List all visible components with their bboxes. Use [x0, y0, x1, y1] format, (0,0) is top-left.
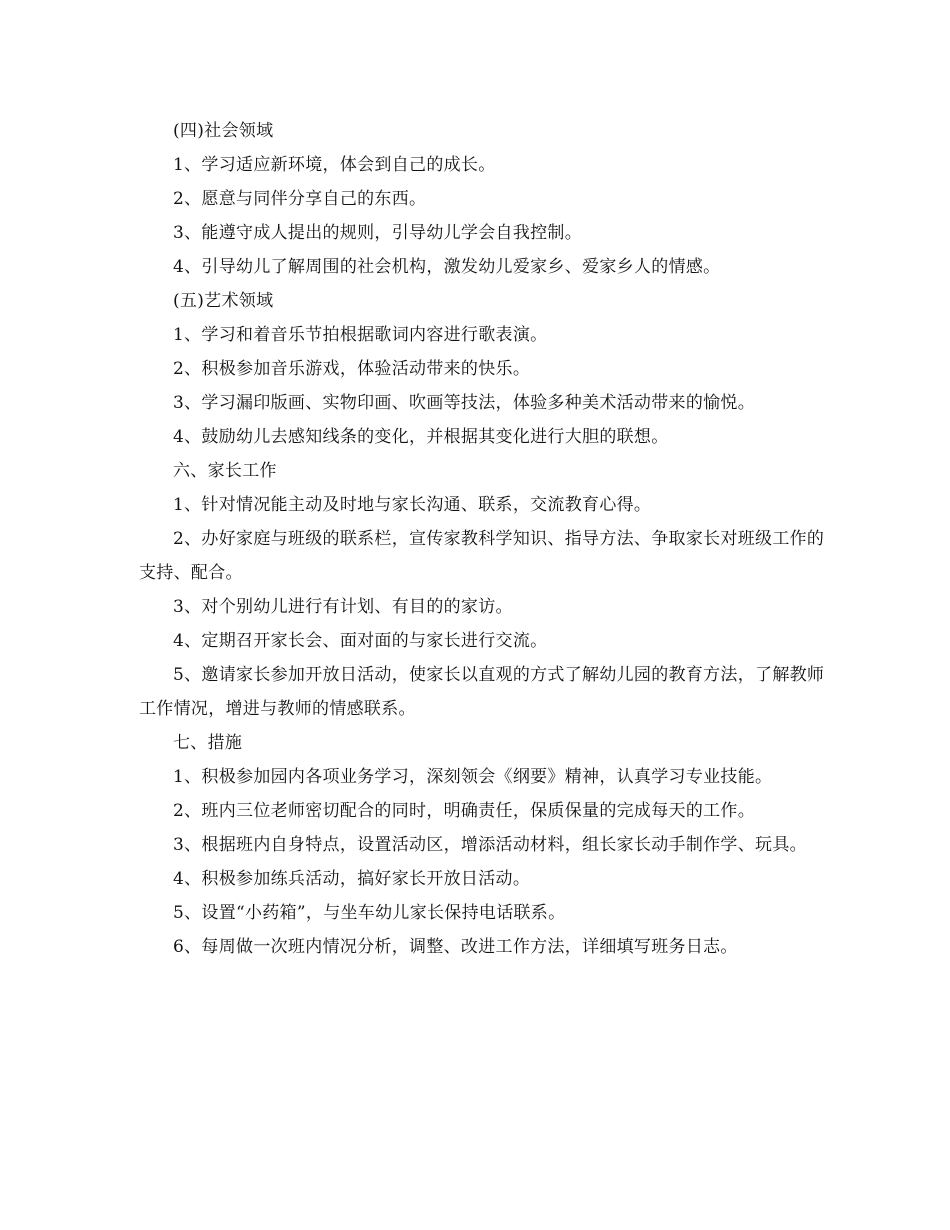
section-heading-art: (五)艺术领域	[173, 291, 274, 311]
list-item: 1、积极参加园内各项业务学习，深刻领会《纲要》精神，认真学习专业技能。	[173, 767, 773, 787]
list-item: 5、邀请家长参加开放日活动，使家长以直观的方式了解幼儿园的教育方法，了解教师工作情况，增进与教师的情感联系。	[139, 665, 825, 719]
list-item: 1、针对情况能主动及时地与家长沟通、联系，交流教育心得。	[173, 495, 652, 515]
section-heading-measures: 七、措施	[173, 733, 243, 753]
list-item: 2、班内三位老师密切配合的同时，明确责任，保质保量的完成每天的工作。	[173, 801, 756, 821]
list-item: 3、学习漏印版画、实物印画、吹画等技法，体验多种美术活动带来的愉悦。	[173, 393, 756, 413]
list-item: 4、积极参加练兵活动，搞好家长开放日活动。	[173, 869, 531, 889]
document-body	[139, 114, 829, 964]
list-item: 5、设置“小药箱”，与坐车幼儿家长保持电话联系。	[173, 903, 566, 923]
list-item: 2、办好家庭与班级的联系栏，宣传家教科学知识、指导方法、争取家长对班级工作的支持、配合。	[139, 529, 825, 583]
list-item: 1、学习适应新环境，体会到自己的成长。	[173, 155, 496, 175]
list-item: 3、对个别幼儿进行有计划、有目的的家访。	[173, 597, 513, 617]
list-item: 3、能遵守成人提出的规则，引导幼儿学会自我控制。	[173, 223, 583, 243]
list-item: 3、根据班内自身特点，设置活动区，增添活动材料，组长家长动手制作学、玩具。	[173, 835, 807, 855]
list-item: 1、学习和着音乐节拍根据歌词内容进行歌表演。	[173, 325, 548, 345]
list-item: 2、愿意与同伴分享自己的东西。	[173, 189, 427, 209]
list-item: 4、引导幼儿了解周围的社会机构，激发幼儿爱家乡、爱家乡人的情感。	[173, 257, 721, 277]
list-item: 4、定期召开家长会、面对面的与家长进行交流。	[173, 631, 548, 651]
list-item: 2、积极参加音乐游戏，体验活动带来的快乐。	[173, 359, 531, 379]
list-item: 6、每周做一次班内情况分析，调整、改进工作方法，详细填写班务日志。	[173, 937, 738, 957]
section-heading-parents: 六、家长工作	[173, 461, 277, 481]
section-heading-social: (四)社会领域	[173, 121, 274, 141]
list-item: 4、鼓励幼儿去感知线条的变化，并根据其变化进行大胆的联想。	[173, 427, 669, 447]
